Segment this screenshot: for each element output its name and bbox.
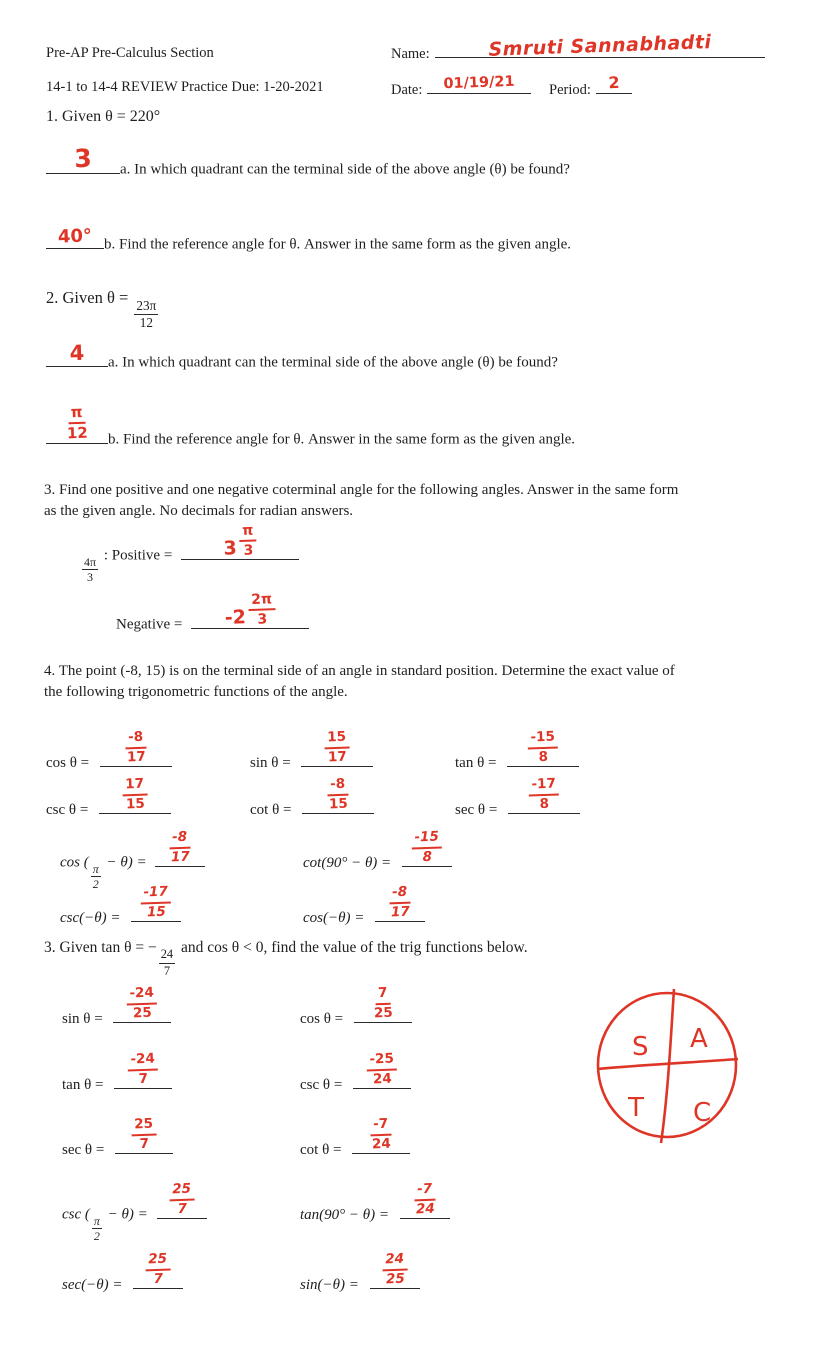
- q5-cofun-csc-post: − θ) =: [103, 1206, 152, 1223]
- q3-positive-fraction: π 3: [239, 523, 257, 558]
- q3-positive-answer: 3 π 3: [223, 523, 257, 558]
- date-label: Date:: [391, 81, 423, 98]
- q4-tan-blank: [507, 728, 579, 767]
- q5-prompt-post: and cos θ < 0, find the value of the trig functions below.: [177, 939, 528, 956]
- q2a-blank: [46, 340, 108, 367]
- q5-csc: [300, 1050, 411, 1094]
- astc-letter-t: T: [628, 1093, 644, 1123]
- q5-cot-blank: [352, 1115, 410, 1154]
- q5-cofun-tan: [300, 1180, 450, 1224]
- q5-cofun-tan-answer: -7 24: [415, 1180, 435, 1217]
- q5-neg-sec-label: sec(−θ) =: [62, 1276, 127, 1293]
- q4-neg-csc: [60, 883, 181, 927]
- q4-prompt-line2: the following trigonometric functions of the angle.: [44, 684, 348, 700]
- q4-cofun-cot-label: cot(90° − θ) =: [303, 854, 395, 871]
- q2a-answer: 4: [69, 340, 85, 365]
- q4-csc-blank: [99, 775, 171, 814]
- q5-given-fraction: $\frac{24}{7}$: [160, 947, 174, 978]
- q4-cofun-cot-blank: [402, 828, 452, 867]
- q5-neg-sin-blank: [370, 1250, 420, 1289]
- q5-prompt: [44, 938, 528, 978]
- name-row: [391, 31, 765, 63]
- q2a-text: a. In which quadrant can the terminal side of the above angle (θ) be found?: [108, 354, 558, 371]
- q5-cofun-tan-label: tan(90° − θ) =: [300, 1206, 393, 1223]
- q4-cot-label: cot θ =: [250, 801, 296, 818]
- q5-sin-answer: -24 25: [127, 986, 159, 1020]
- q3-positive-blank: [181, 522, 299, 560]
- q5-sin-label: sin θ =: [62, 1010, 107, 1027]
- q4-sec: [455, 775, 580, 819]
- q4-cos: [46, 728, 172, 772]
- q5-sec-answer: 25 7: [131, 1117, 157, 1151]
- q4-csc: [46, 775, 171, 819]
- q5-csc-answer: -25 24: [366, 1052, 398, 1086]
- q1a-text: a. In which quadrant can the terminal side of the above angle (θ) be found?: [120, 161, 570, 178]
- astc-letter-a: A: [690, 1024, 708, 1054]
- q5-neg-sin-label: sin(−θ) =: [300, 1276, 363, 1293]
- q4-csc-label: csc θ =: [46, 801, 93, 818]
- q5-prompt-pre: 3. Given tan θ = −: [44, 939, 157, 956]
- q2-given-fraction: $\frac{23\pi}{12}$: [136, 297, 157, 330]
- q3-positive-label: : Positive =: [100, 547, 177, 564]
- q4-neg-csc-answer: -17 15: [141, 885, 173, 919]
- assignment-title: 14-1 to 14-4 REVIEW Practice Due: 1-20-2021: [46, 79, 324, 95]
- q4-tan: [455, 728, 579, 772]
- q4-cofun-cos-pre: cos (: [60, 854, 89, 871]
- q5-neg-sec: [62, 1250, 183, 1294]
- q5-sec-blank: [115, 1115, 173, 1154]
- q5-tan-label: tan θ =: [62, 1076, 108, 1093]
- q3-negative-label: Negative =: [116, 616, 187, 633]
- q4-tan-answer: -15 8: [527, 730, 559, 764]
- astc-circle-svg: [590, 985, 746, 1147]
- q3-given-fraction: $\frac{4\pi}{3}$: [84, 554, 97, 585]
- q1a-blank: [46, 143, 120, 174]
- q5-neg-sec-blank: [133, 1250, 183, 1289]
- q5-cot-answer: -7 24: [371, 1115, 392, 1152]
- q5-neg-sin-answer: 24 25: [382, 1252, 408, 1286]
- q4-cot-blank: [302, 775, 374, 814]
- q5-sec: [62, 1115, 173, 1159]
- q4-neg-csc-label: csc(−θ) =: [60, 909, 125, 926]
- period-label: Period:: [549, 81, 591, 98]
- q5-sin: [62, 984, 171, 1028]
- q4-cofun-cos: [60, 828, 205, 892]
- q4-cos-label: cos θ =: [46, 754, 93, 771]
- q5-cofun-csc-pre: csc (: [62, 1206, 90, 1223]
- q4-sin-answer: 15 17: [324, 730, 350, 764]
- course-title: Pre-AP Pre-Calculus Section: [46, 45, 214, 61]
- q4-neg-cos-answer: -8 17: [390, 883, 411, 920]
- pi-over-2-fraction: $\frac{\pi}{2}$: [92, 861, 99, 892]
- pi-over-2-fraction-2: $\frac{\pi}{2}$: [93, 1213, 100, 1244]
- q3-positive-row: [80, 522, 299, 585]
- q4-neg-cos: [303, 883, 425, 927]
- q4-cofun-cot: [303, 828, 452, 872]
- q4-cofun-cos-blank: [155, 828, 205, 867]
- q1b-row: [46, 224, 572, 254]
- q5-cot-label: cot θ =: [300, 1141, 346, 1158]
- q4-cofun-cos-post: − θ) =: [102, 854, 151, 871]
- astc-letter-c: C: [693, 1098, 712, 1128]
- q5-cofun-csc: [62, 1180, 207, 1244]
- q2a-row: [46, 340, 558, 372]
- q2b-answer: π 12: [66, 402, 89, 442]
- q2-prompt-text: 2. Given θ =: [46, 288, 133, 307]
- q5-csc-blank: [353, 1050, 411, 1089]
- q3-negative-fraction: 2π 3: [248, 592, 276, 627]
- q4-neg-cos-blank: [375, 883, 425, 922]
- period-value: 2: [608, 72, 620, 93]
- q5-cot: [300, 1115, 410, 1159]
- q5-sec-label: sec θ =: [62, 1141, 109, 1158]
- q2b-text: b. Find the reference angle for θ. Answer in the same form as the given angle.: [108, 431, 576, 448]
- q5-cos-answer: 7 25: [373, 984, 393, 1021]
- date-row: [391, 72, 632, 99]
- q1a-row: [46, 143, 570, 179]
- q4-sin-label: sin θ =: [250, 754, 295, 771]
- q4-cofun-cos-answer: -8 17: [171, 828, 191, 865]
- q3-negative-answer: -2 2π 3: [224, 592, 276, 628]
- name-blank: [435, 31, 765, 61]
- q4-tan-label: tan θ =: [455, 754, 501, 771]
- q4-cos-answer: -8 17: [126, 728, 146, 765]
- q4-cos-blank: [100, 728, 172, 767]
- q4-cot: [250, 775, 374, 819]
- q5-cos-label: cos θ =: [300, 1010, 347, 1027]
- q5-cofun-csc-blank: [157, 1180, 207, 1219]
- q4-sec-blank: [508, 775, 580, 814]
- q4-prompt-line1: 4. The point (-8, 15) is on the terminal side of an angle in standard position. Determine the exact value of: [44, 663, 675, 679]
- q2-prompt: [46, 288, 160, 330]
- q5-cofun-csc-answer: 25 7: [169, 1182, 195, 1216]
- q4-sin-blank: [301, 728, 373, 767]
- q2b-row: [46, 402, 576, 449]
- q4-cot-answer: -8 15: [328, 775, 349, 812]
- q1a-answer: 3: [73, 143, 93, 173]
- astc-letter-s: S: [632, 1032, 649, 1062]
- q4-csc-answer: 17 15: [122, 777, 148, 811]
- q3-prompt-line1: 3. Find one positive and one negative coterminal angle for the following angles. Answer in the same form: [44, 482, 679, 498]
- astc-vertical-axis: [661, 989, 674, 1143]
- q1-prompt: 1. Given θ = 220°: [46, 108, 161, 125]
- q5-cos: [300, 984, 412, 1028]
- q2b-blank: [46, 402, 108, 444]
- q5-neg-sin: [300, 1250, 420, 1294]
- astc-diagram: [590, 985, 746, 1153]
- q5-neg-sec-answer: 25 7: [145, 1252, 171, 1286]
- q5-csc-label: csc θ =: [300, 1076, 347, 1093]
- q1b-blank: [46, 224, 104, 249]
- q3-negative-blank: [191, 590, 309, 629]
- q5-tan: [62, 1050, 172, 1094]
- q3-prompt-line2: as the given angle. No decimals for radian answers.: [44, 503, 354, 519]
- period-blank: [596, 72, 632, 94]
- q5-cos-blank: [354, 984, 412, 1023]
- q4-cofun-cot-answer: -15 8: [411, 830, 443, 864]
- date-value: 01/19/21: [443, 74, 516, 93]
- q5-tan-answer: -24 7: [127, 1052, 159, 1086]
- q5-cofun-tan-blank: [400, 1180, 450, 1219]
- q1b-text: b. Find the reference angle for θ. Answer in the same form as the given angle.: [104, 236, 572, 253]
- q1b-answer: 40°: [57, 224, 93, 248]
- q5-tan-blank: [114, 1050, 172, 1089]
- q4-neg-cos-label: cos(−θ) =: [303, 909, 369, 926]
- q5-sin-blank: [113, 984, 171, 1023]
- q4-sin: [250, 728, 373, 772]
- q3-negative-row: [116, 590, 309, 634]
- date-blank: [427, 74, 531, 94]
- q4-sec-answer: -17 8: [528, 777, 560, 811]
- q4-neg-csc-blank: [131, 883, 181, 922]
- name-label: Name:: [391, 45, 430, 62]
- q4-sec-label: sec θ =: [455, 801, 502, 818]
- name-value: Smruti Sannabhadti: [487, 31, 712, 61]
